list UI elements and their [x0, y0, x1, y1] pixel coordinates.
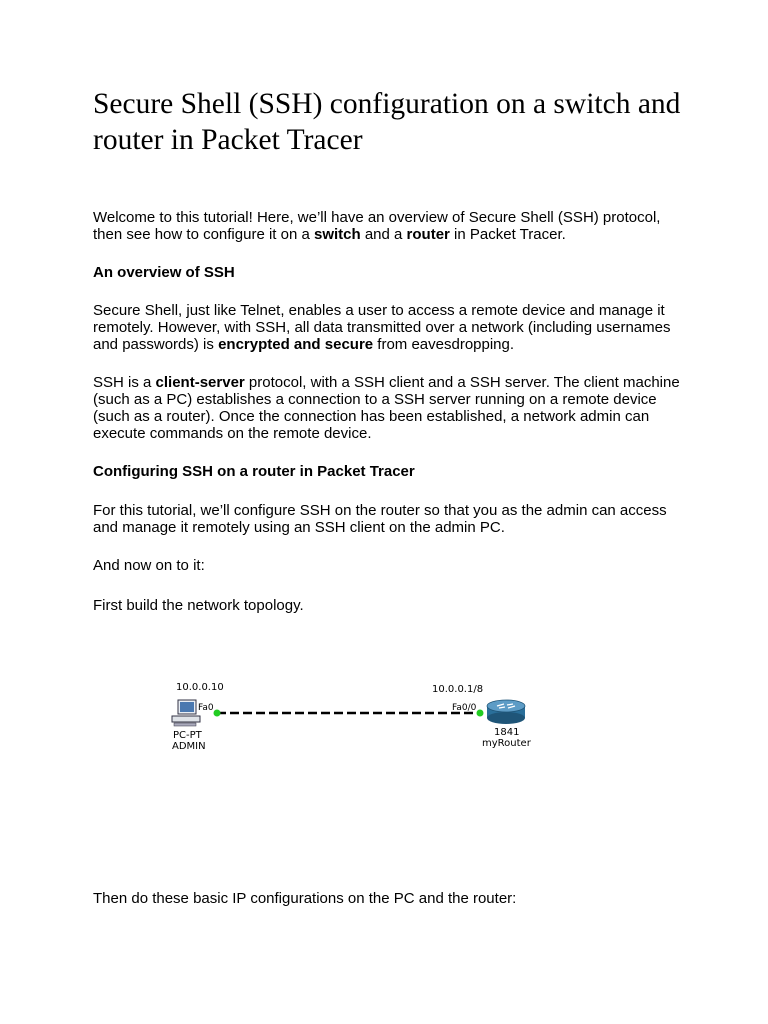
pc-port-indicator: [214, 710, 221, 717]
router-port-indicator: [477, 710, 484, 717]
final-paragraph: Then do these basic IP configurations on the PC and the router:: [93, 890, 517, 907]
overview-paragraph-2: [93, 374, 683, 442]
pc-port-label: Fa0: [198, 703, 214, 713]
page-title: Secure Shell (SSH) configuration on a switch and router in Packet Tracer: [93, 88, 681, 156]
router-model-label: 1841: [494, 727, 520, 738]
router-paragraph-2: And now on to it:: [93, 557, 205, 574]
router-ip-label: 10.0.0.1/8: [432, 684, 484, 695]
pc-name-label: ADMIN: [172, 741, 206, 752]
pc-ip-label: 10.0.0.10: [176, 682, 224, 693]
overview-paragraph-1: [93, 302, 683, 353]
pc-type-label: PC-PT: [173, 730, 202, 741]
intro-paragraph: [93, 209, 683, 243]
overview-p2-text-1: SSH is a: [93, 374, 156, 391]
pc-icon: [172, 700, 200, 726]
overview-heading: An overview of SSH: [93, 264, 235, 281]
overview-p2-bold: client-server: [155, 374, 245, 391]
intro-text-1: Welcome to this tutorial! Here, we’ll have an overview of Secure Shell (SSH) protocol, then see how to configure it on a: [93, 209, 661, 243]
router-name-label: myRouter: [482, 738, 531, 749]
router-heading: Configuring SSH on a router in Packet Tracer: [93, 463, 415, 480]
overview-p2-text-2: protocol, with a SSH client and a SSH server. The client machine (such as a PC) establishes a connection to a SSH server running on a remote device (such as a router). Once the connection has been established, a network admin can execute commands on the remote device.: [93, 374, 680, 442]
router-paragraph-3: First build the network topology.: [93, 597, 304, 614]
intro-bold-router: router: [406, 226, 450, 243]
intro-bold-switch: switch: [313, 226, 361, 243]
intro-text-3: in Packet Tracer.: [449, 226, 566, 243]
network-topology-diagram: [160, 672, 560, 762]
overview-p1-text-1: Secure Shell, just like Telnet, enables a user to access a remote device and manage it remotely. However, with SSH, all data transmitted over a network (including usernames and passwords) is: [93, 302, 671, 353]
overview-p1-text-2: from eavesdropping.: [373, 336, 515, 353]
router-icon: [487, 700, 525, 724]
router-paragraph-1: For this tutorial, we’ll configure SSH on the router so that you as the admin can access and manage it remotely using an SSH client on the admin PC.: [93, 502, 667, 536]
overview-p1-bold: encrypted and secure: [218, 336, 374, 353]
intro-text-2: and a: [360, 226, 407, 243]
router-port-label: Fa0/0: [452, 703, 477, 713]
